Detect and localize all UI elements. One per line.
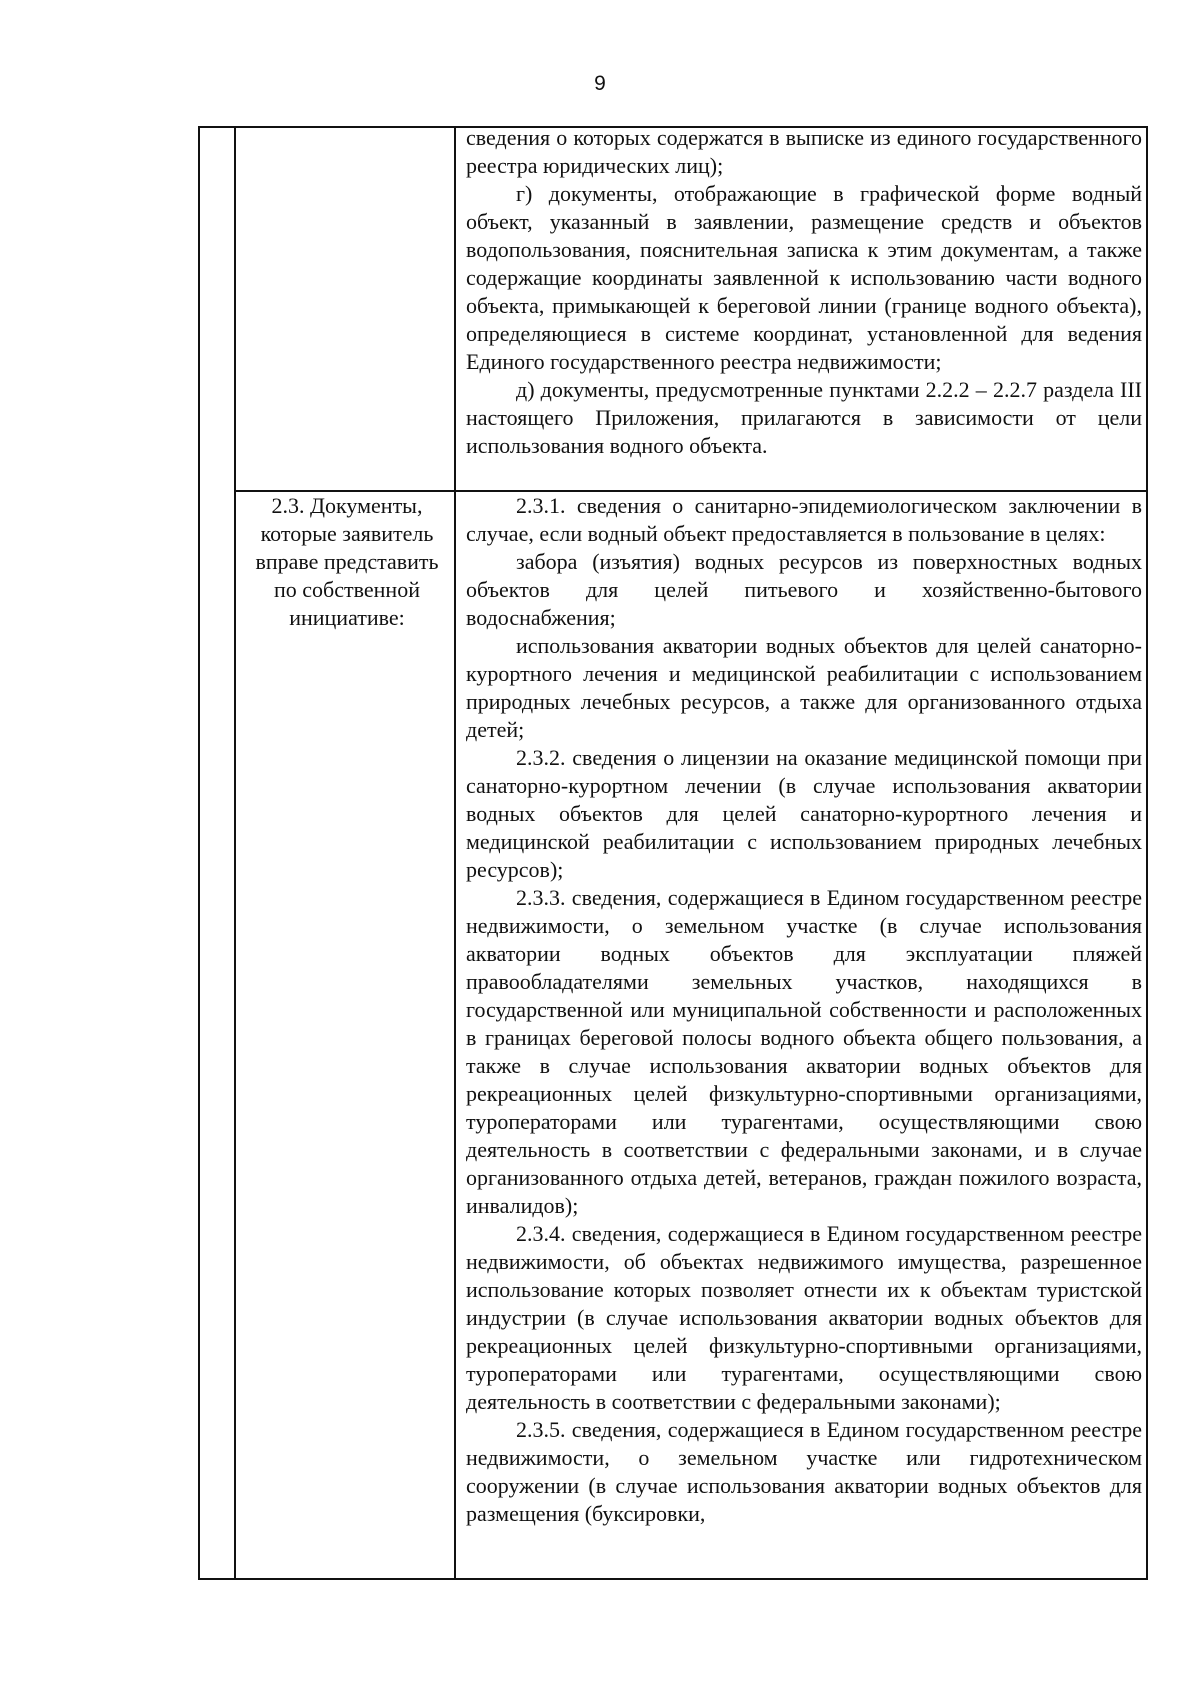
row2-label-line: 2.3. Документы, bbox=[271, 493, 423, 518]
column-divider-narrow bbox=[234, 128, 236, 1578]
row2-label-cell bbox=[238, 492, 456, 632]
row2-label-line: инициативе: bbox=[289, 605, 405, 630]
document-table bbox=[198, 126, 1148, 1580]
page-number: 9 bbox=[594, 72, 606, 95]
row1-paragraph: д) документы, предусмотренные пунктами 2.2.2 – 2.2.7 раздела III настоящего Приложения, прилагаются в зависимости от цели использования водного объекта. bbox=[466, 377, 1142, 458]
row2-paragraph: 2.3.1. сведения о санитарно-эпидемиологическом заключении в случае, если водный объект предоставляется в пользование в целях: bbox=[466, 493, 1142, 546]
row2-label-line: вправе представить bbox=[255, 549, 439, 574]
column-divider-main bbox=[454, 128, 456, 1578]
row1-content-cell bbox=[466, 124, 1142, 460]
row1-paragraph: г) документы, отображающие в графической форме водный объект, указанный в заявлении, размещение средств и объектов водопользования, пояснительная записка к этим документам, а также содержащие координаты заявленной к использованию части водного объекта, примыкающей к береговой линии (границе водного объекта), определяющиеся в системе координат, установленной для ведения Единого государственного реестра недвижимости; bbox=[466, 181, 1142, 374]
row2-paragraph: 2.3.5. сведения, содержащиеся в Едином государственном реестре недвижимости, о земельном участке или гидротехническом сооружении (в случае использования акватории водных объектов для размещения (буксировки, bbox=[466, 1417, 1142, 1526]
row2-content-cell bbox=[466, 492, 1142, 1528]
row2-paragraph: использования акватории водных объектов для целей санаторно-курортного лечения и медицинской реабилитации с использованием природных лечебных ресурсов, а также для организованного отдыха детей; bbox=[466, 633, 1142, 742]
row2-paragraph: 2.3.4. сведения, содержащиеся в Едином государственном реестре недвижимости, об объектах недвижимого имущества, разрешенное использование которых позволяет отнести их к объектам туристской индустрии (в случае использования акватории водных объектов для рекреационных целей физкультурно-спортивными организациями, туроператорами или турагентами, осуществляющими свою деятельность в соответствии с федеральными законами); bbox=[466, 1221, 1142, 1414]
row2-label-line: по собственной bbox=[274, 577, 420, 602]
row2-label-line: которые заявитель bbox=[260, 521, 434, 546]
row2-paragraph: 2.3.3. сведения, содержащиеся в Едином государственном реестре недвижимости, о земельном участке (в случае использования акватории водных объектов для эксплуатации пляжей правообладателями земельных участков, находящихся в государственной или муниципальной собственности и расположенных в границах береговой полосы водного объекта общего пользования, а также в случае использования акватории водных объектов для рекреационных целей физкультурно-спортивными организациями, туроператорами или турагентами, осуществляющими свою деятельность в соответствии с федеральными законами, и в случае организованного отдыха детей, ветеранов, граждан пожилого возраста, инвалидов); bbox=[466, 885, 1142, 1218]
row1-paragraph: сведения о которых содержатся в выписке из единого государственного реестра юридических лиц); bbox=[466, 125, 1142, 178]
row2-paragraph: забора (изъятия) водных ресурсов из поверхностных водных объектов для целей питьевого и хозяйственно-бытового водоснабжения; bbox=[466, 549, 1142, 630]
row2-paragraph: 2.3.2. сведения о лицензии на оказание медицинской помощи при санаторно-курортном лечении (в случае использования акватории водных объектов для целей санаторно-курортного лечения и медицинской реабилитации с использованием природных лечебных ресурсов); bbox=[466, 745, 1142, 882]
